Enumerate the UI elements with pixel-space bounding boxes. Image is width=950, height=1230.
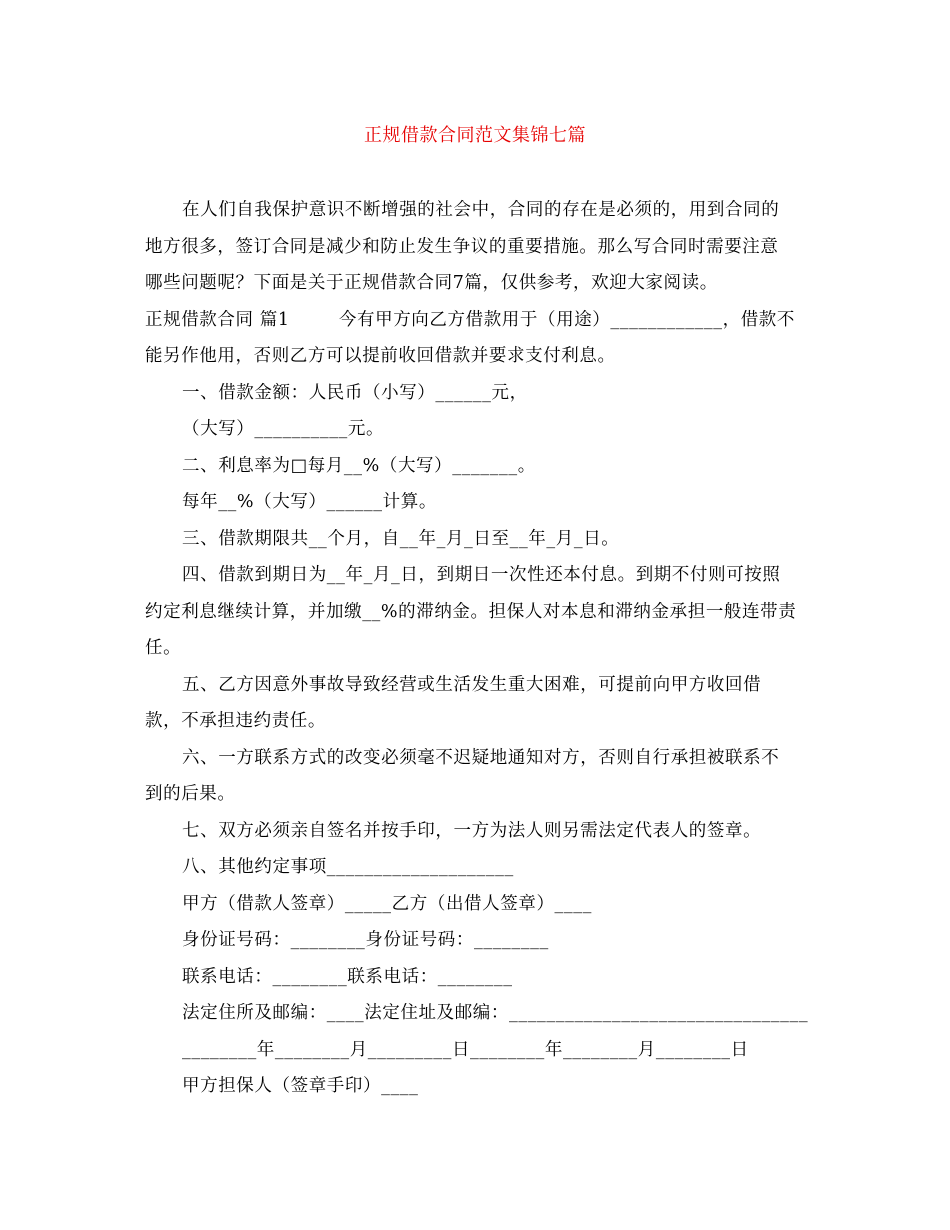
paragraph-other-terms [145,849,810,886]
text-line: （大写）__________元。 [182,419,385,439]
paragraph-phone-numbers [145,959,810,996]
text-line: 能另作他用，否则乙方可以提前收回借款并要求支付利息。 [145,346,616,366]
paragraph-dates [145,1032,810,1069]
paragraph-contract-heading [145,302,810,375]
text-line: 一、借款金额：人民币（小写）______元， [182,382,528,403]
text-line: 联系电话：________联系电话：________ [182,966,513,987]
paragraph-intro [145,192,810,302]
text-line: 六、一方联系方式的改变必须毫不迟疑地通知对方，否则自行承担被联系不 [182,747,780,768]
paragraph-interest-rate [145,448,810,485]
text-line: 八、其他约定事项____________________ [182,857,514,877]
paragraph-signatures-required [145,813,810,850]
text-line: 二、利息率为□每月__%（大写）_______。 [182,455,536,476]
text-line: 正规借款合同 篇1 今有甲方向乙方借款用于（用途）____________，借款不 [145,309,795,330]
text-line: ________年________月_________日________年________月________日 [182,1039,749,1060]
paragraph-due-date [145,557,810,667]
document-body [145,192,810,1105]
text-line: 哪些问题呢？下面是关于正规借款合同7篇，仅供参考，欢迎大家阅读。 [145,273,718,293]
paragraph-early-recall [145,667,810,740]
text-line: 法定住所及邮编：____法定住址及邮编：________________________________ [182,1003,809,1023]
text-line: 地方很多，签订合同是减少和防止发生争议的重要措施。那么写合同时需要注意 [145,236,779,257]
paragraph-guarantor [145,1068,810,1105]
text-line: 七、双方必须亲自签名并按手印，一方为法人则另需法定代表人的签章。 [182,820,762,841]
text-line: 在人们自我保护意识不断增强的社会中，合同的存在是必须的，用到合同的 [182,200,780,220]
text-line: 四、借款到期日为__年_月_日，到期日一次性还本付息。到期不付则可按照 [182,565,781,585]
paragraph-addresses [145,995,810,1032]
text-line: 任。 [145,638,182,658]
text-line: 甲方担保人（签章手印）____ [182,1076,419,1096]
text-line: 身份证号码：________身份证号码：________ [182,930,549,950]
text-line: 甲方（借款人签章）_____乙方（出借人签章）____ [182,893,592,914]
paragraph-annual-rate [145,484,810,521]
paragraph-party-signatures [145,886,810,923]
paragraph-loan-amount-capital [145,411,810,448]
text-line: 到的后果。 [145,784,236,804]
paragraph-id-numbers [145,922,810,959]
text-line: 约定利息继续计算，并加缴__%的滞纳金。担保人对本息和滞纳金承担一般连带责 [145,601,797,622]
paragraph-contact-change [145,740,810,813]
text-line: 每年__%（大写）______计算。 [182,492,437,512]
text-line: 款，不承担违约责任。 [145,711,326,731]
paragraph-loan-amount [145,375,810,412]
document-title: 正规借款合同范文集锦七篇 [364,125,586,146]
text-line: 五、乙方因意外事故导致经营或生活发生重大困难，可提前向甲方收回借 [182,674,762,695]
text-line: 三、借款期限共__个月，自__年_月_日至__年_月_日。 [182,528,620,549]
paragraph-loan-term [145,521,810,558]
